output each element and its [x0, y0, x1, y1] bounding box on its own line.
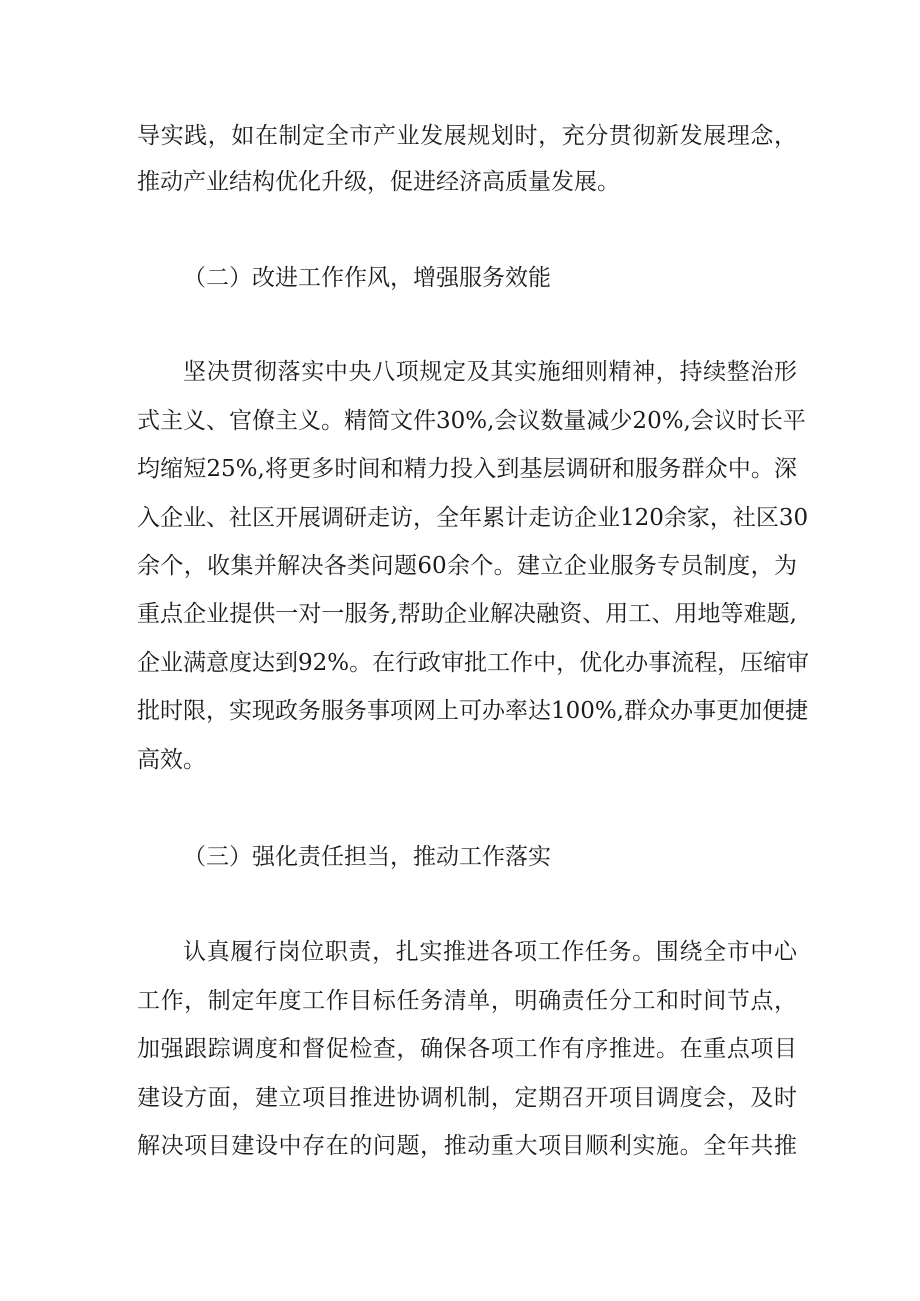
paragraph-2-line-8: 批时限，实现政务服务事项网上可办率达100%,群众办事更加便捷	[137, 698, 809, 724]
paragraph-2-line-7: 企业满意度达到92%。在行政审批工作中，优化办事流程，压缩审	[137, 650, 810, 676]
paragraph-3-line-2: 工作，制定年度工作目标任务清单，明确责任分工和时间节点，	[137, 988, 797, 1014]
section-heading-2: （二）改进工作作风，增强服务效能	[183, 265, 551, 291]
paragraph-3-line-1: 认真履行岗位职责，扎实推进各项工作任务。围绕全市中心	[183, 939, 797, 965]
paragraph-2-line-5: 余个，收集并解决各类问题60余个。建立企业服务专员制度，为	[137, 553, 797, 579]
paragraph-1-line-1: 导实践，如在制定全市产业发展规划时，充分贯彻新发展理念，	[137, 123, 797, 149]
section-heading-3: （三）强化责任担当，推动工作落实	[183, 844, 551, 870]
paragraph-3-line-4: 建设方面，建立项目推进协调机制，定期召开项目调度会，及时	[137, 1085, 797, 1111]
paragraph-2-line-9: 高效。	[137, 747, 206, 773]
paragraph-2-line-6: 重点企业提供一对一服务,帮助企业解决融资、用工、用地等难题,	[137, 601, 797, 627]
paragraph-3-line-3: 加强跟踪调度和督促检查，确保各项工作有序推进。在重点项目	[137, 1036, 797, 1062]
paragraph-1-line-2: 推动产业结构优化升级，促进经济高质量发展。	[137, 169, 620, 195]
paragraph-2-line-2: 式主义、官僚主义。精简文件30%,会议数量减少20%,会议时长平	[137, 408, 806, 434]
paragraph-2-line-4: 入企业、社区开展调研走访，全年累计走访企业120余家，社区30	[137, 505, 809, 531]
paragraph-3-line-5: 解决项目建设中存在的问题，推动重大项目顺利实施。全年共推	[137, 1133, 797, 1159]
paragraph-2-line-1: 坚决贯彻落实中央八项规定及其实施细则精神，持续整治形	[183, 359, 797, 385]
paragraph-2-line-3: 均缩短25%,将更多时间和精力投入到基层调研和服务群众中。深	[137, 456, 797, 482]
